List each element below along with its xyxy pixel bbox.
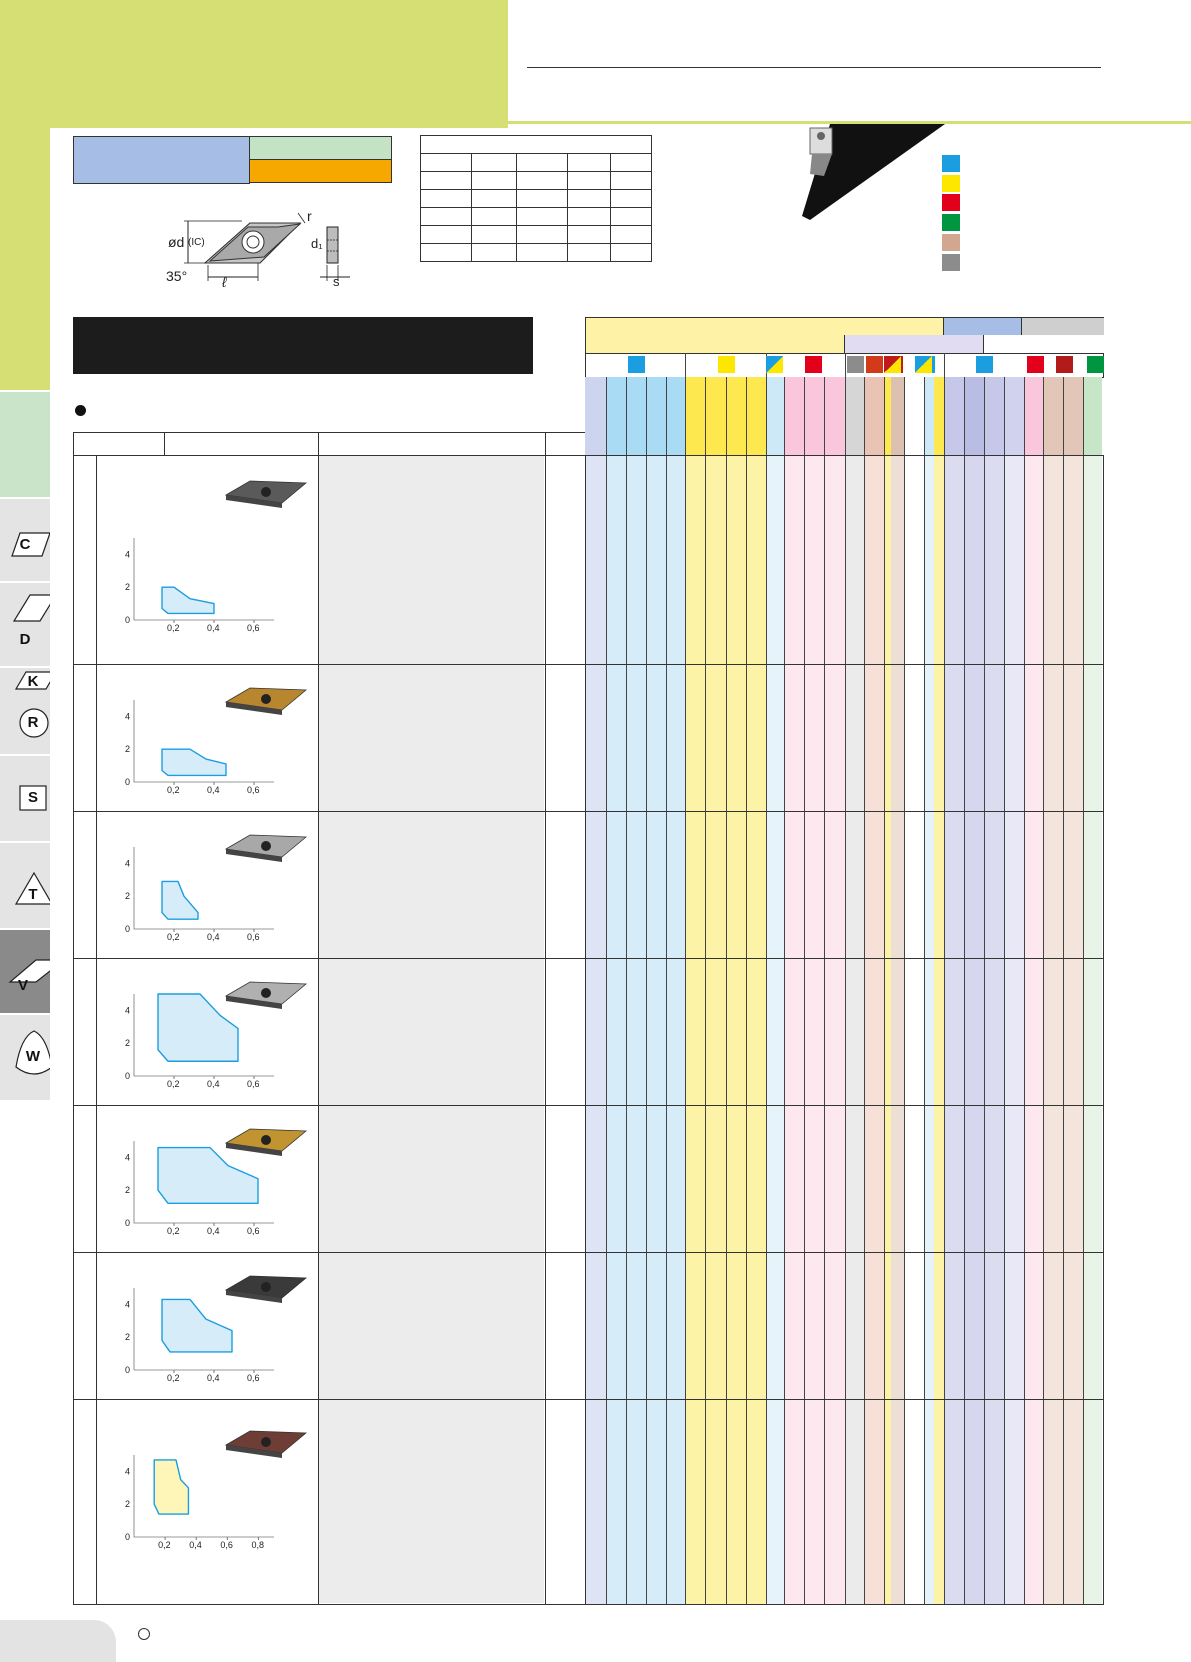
application-range-area (162, 749, 226, 775)
grade-color-square (1087, 356, 1104, 373)
grade-column-header (726, 377, 746, 456)
y-tick-label: 0 (125, 1365, 131, 1375)
y-tick-label: 4 (125, 1466, 131, 1477)
application-range-area (162, 587, 214, 613)
grade-column-header (746, 377, 766, 456)
grade-color-square (628, 356, 645, 373)
classification-cell (249, 136, 392, 160)
grade-column-header (606, 377, 626, 456)
header-divider (164, 432, 165, 456)
x-tick-label: 0,2 (167, 1373, 180, 1383)
grade-color-square (718, 356, 735, 373)
y-tick-label: 2 (125, 1185, 131, 1196)
x-tick-label: 0,4 (189, 1540, 202, 1550)
y-tick-label: 0 (125, 615, 131, 625)
grade-column-header (884, 377, 891, 456)
d-shape-icon (0, 583, 50, 667)
x-tick-label: 0,4 (207, 1226, 220, 1236)
dimension-ic-label: (IC) (188, 237, 205, 248)
x-tick-label: 0,6 (247, 623, 260, 633)
tab-t[interactable] (0, 841, 50, 929)
x-tick-label: 0,2 (167, 1226, 180, 1236)
grade-color-square (1056, 356, 1073, 373)
grade-column-header (964, 377, 984, 456)
grade-column-header (824, 377, 845, 456)
header-band (0, 0, 508, 128)
y-tick-label: 2 (125, 1038, 131, 1049)
legend-swatch (942, 234, 960, 251)
left-accent-strip (0, 128, 50, 390)
application-range-chart (112, 520, 292, 650)
legend-swatch (942, 155, 960, 172)
x-tick-label: 0,6 (247, 1226, 260, 1236)
grade-subgroup-header (585, 335, 1104, 354)
grade-color-square (866, 356, 883, 373)
x-tick-label: 0,4 (207, 785, 220, 795)
tab-c-letter: C (19, 536, 31, 553)
y-tick-label: 4 (125, 1005, 131, 1016)
x-tick-label: 0,2 (167, 785, 180, 795)
grade-column-header (891, 377, 904, 456)
v-shape-icon (0, 930, 50, 1014)
grade-color-square (1027, 356, 1044, 373)
y-tick-label: 2 (125, 1499, 131, 1510)
legend-swatch (942, 214, 960, 231)
grade-column-header (685, 377, 705, 456)
grade-column-header (766, 377, 784, 456)
grade-column-header (1083, 377, 1102, 456)
tab-v[interactable] (0, 928, 50, 1014)
insert-photo (222, 831, 308, 865)
grade-column-header (585, 377, 606, 456)
legend-swatch (942, 194, 960, 211)
x-tick-label: 0,4 (207, 1079, 220, 1089)
grade-column-header (864, 377, 884, 456)
y-tick-label: 0 (125, 1532, 131, 1542)
tab-w-letter: W (25, 1048, 41, 1065)
grade-group-header (585, 317, 1104, 337)
grade-column-header (705, 377, 726, 456)
footer-circle-icon (138, 1628, 150, 1640)
y-tick-label: 4 (125, 858, 131, 869)
dimension-table (420, 135, 652, 262)
legend-swatch (942, 175, 960, 192)
dimension-d-label: ød (168, 234, 185, 250)
y-tick-label: 2 (125, 891, 131, 902)
angle-label: 35° (166, 268, 188, 284)
x-tick-label: 0,8 (251, 1540, 264, 1550)
tab-r-letter: R (27, 714, 39, 731)
x-tick-label: 0,2 (167, 1079, 180, 1089)
y-tick-label: 4 (125, 1299, 131, 1310)
application-range-area (162, 1299, 232, 1351)
x-tick-label: 0,4 (207, 623, 220, 633)
x-tick-label: 0,4 (207, 932, 220, 942)
insert-photo (222, 978, 308, 1012)
tab-c[interactable] (0, 497, 50, 582)
tab-s-letter: S (27, 789, 38, 806)
grade-column-header (784, 377, 804, 456)
y-tick-label: 2 (125, 582, 131, 593)
tab-d[interactable] (0, 581, 50, 667)
y-tick-label: 0 (125, 924, 131, 934)
grade-column-header (944, 377, 964, 456)
insert-photo (222, 477, 308, 511)
y-tick-label: 2 (125, 1332, 131, 1343)
insert-photo (222, 1125, 308, 1159)
section-banner (73, 317, 533, 374)
grade-color-square (805, 356, 822, 373)
legend-swatch (942, 254, 960, 271)
insert-photo (222, 1427, 308, 1461)
table-header (73, 432, 587, 457)
grade-group-divider (685, 353, 686, 377)
insert-photo (222, 1272, 308, 1306)
dimension-s-label: s (333, 274, 340, 289)
y-tick-label: 0 (125, 777, 131, 787)
x-tick-label: 0,6 (220, 1540, 233, 1550)
header-divider (318, 432, 319, 456)
column-divider (96, 455, 97, 1604)
x-tick-label: 0,2 (167, 623, 180, 633)
bullet-dot (75, 405, 86, 416)
grade-column-header (1043, 377, 1063, 456)
dimension-r-label: r (307, 208, 312, 224)
x-tick-label: 0,6 (247, 1373, 260, 1383)
tab-k-letter: K (27, 673, 39, 690)
grade-column-header (1063, 377, 1083, 456)
tab-k-r[interactable] (0, 666, 50, 755)
grade-color-square (884, 356, 901, 373)
y-tick-label: 4 (125, 549, 131, 560)
tab-t-letter: T (28, 886, 38, 903)
grade-column-header (984, 377, 1004, 456)
grade-column-header (924, 377, 934, 456)
dimension-d1-label: d₁ (311, 236, 323, 251)
y-tick-label: 0 (125, 1071, 131, 1081)
x-tick-label: 0,4 (207, 1373, 220, 1383)
grade-column-header (845, 377, 864, 456)
tab-turning[interactable] (0, 390, 50, 497)
grade-column-header (626, 377, 646, 456)
title-underline (527, 67, 1101, 68)
tool-holder-image (790, 124, 950, 224)
grade-column-header (804, 377, 824, 456)
dimension-table-header (421, 136, 652, 154)
x-tick-label: 0,6 (247, 785, 260, 795)
insert-photo (222, 684, 308, 718)
grade-group-divider (845, 353, 846, 377)
grade-color-square (766, 356, 783, 373)
grade-color-square (976, 356, 993, 373)
grade-column-header (1024, 377, 1043, 456)
classification-cell (249, 160, 392, 183)
grade-column-header (1004, 377, 1024, 456)
table-row-divider (73, 664, 1103, 665)
x-tick-label: 0,2 (158, 1540, 171, 1550)
classification-cell (73, 136, 250, 184)
grade-column-header (666, 377, 685, 456)
x-tick-label: 0,2 (167, 932, 180, 942)
grade-color-square (847, 356, 864, 373)
header-divider (545, 432, 546, 456)
column-divider (318, 455, 319, 1604)
application-range-area (162, 881, 198, 919)
grade-group-divider (944, 353, 945, 377)
tab-d-letter: D (19, 631, 31, 648)
tab-w[interactable] (0, 1013, 50, 1100)
column-divider (545, 455, 546, 1604)
grade-column-header (934, 377, 944, 456)
tab-v-letter: V (17, 977, 28, 994)
y-tick-label: 0 (125, 1218, 131, 1228)
x-tick-label: 0,6 (247, 932, 260, 942)
grade-color-square (915, 356, 932, 373)
grade-column-header (904, 377, 924, 456)
y-tick-label: 4 (125, 1152, 131, 1163)
tab-s[interactable] (0, 754, 50, 842)
page-number-tab (0, 1620, 116, 1662)
application-range-area (154, 1460, 188, 1514)
x-tick-label: 0,6 (247, 1079, 260, 1089)
y-tick-label: 4 (125, 711, 131, 722)
dimension-l-label: ℓ (222, 274, 227, 290)
column-divider (585, 455, 586, 1604)
y-tick-label: 2 (125, 744, 131, 755)
grade-column-header (646, 377, 666, 456)
